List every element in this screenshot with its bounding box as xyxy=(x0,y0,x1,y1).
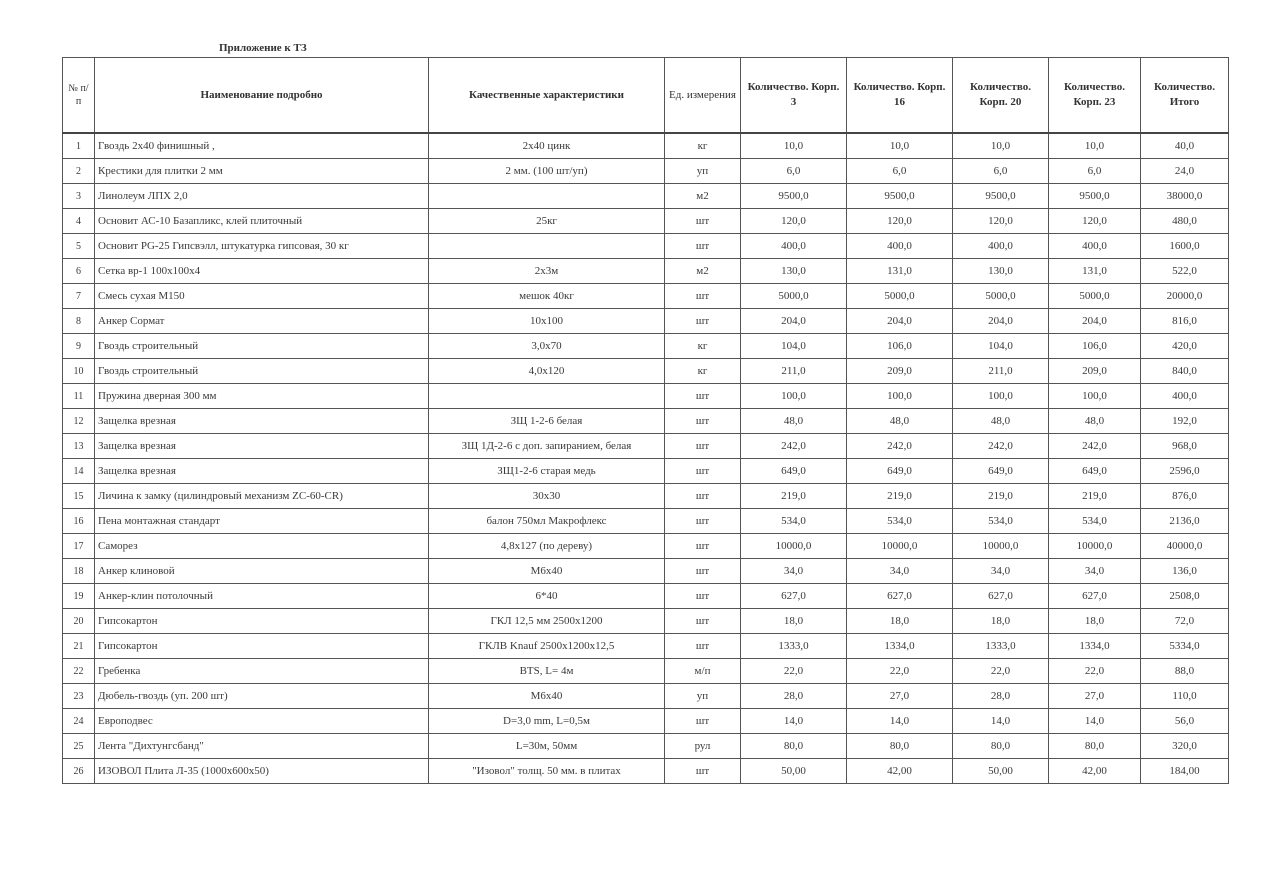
cell-number: 2 xyxy=(63,159,95,184)
cell-name: Гвоздь 2х40 финишный , xyxy=(95,133,429,159)
cell-qty-total: 5334,0 xyxy=(1141,634,1229,659)
cell-qty-corp-16: 204,0 xyxy=(847,309,953,334)
cell-qty-total: 184,00 xyxy=(1141,759,1229,784)
cell-qty-corp-3: 649,0 xyxy=(741,459,847,484)
cell-unit: м2 xyxy=(665,184,741,209)
cell-qty-corp-20: 18,0 xyxy=(953,609,1049,634)
cell-characteristics: 4,8х127 (по дереву) xyxy=(429,534,665,559)
cell-qty-corp-23: 131,0 xyxy=(1049,259,1141,284)
cell-qty-corp-3: 28,0 xyxy=(741,684,847,709)
cell-name: Крестики для плитки 2 мм xyxy=(95,159,429,184)
table-row xyxy=(63,734,1229,759)
cell-qty-total: 136,0 xyxy=(1141,559,1229,584)
cell-qty-corp-16: 100,0 xyxy=(847,384,953,409)
cell-qty-corp-16: 5000,0 xyxy=(847,284,953,309)
cell-characteristics: ГКЛВ Knauf 2500х1200х12,5 xyxy=(429,634,665,659)
cell-qty-corp-23: 9500,0 xyxy=(1049,184,1141,209)
cell-unit: шт xyxy=(665,709,741,734)
cell-qty-corp-3: 18,0 xyxy=(741,609,847,634)
cell-number: 1 xyxy=(63,133,95,159)
cell-qty-corp-20: 104,0 xyxy=(953,334,1049,359)
cell-qty-corp-3: 219,0 xyxy=(741,484,847,509)
cell-qty-corp-20: 100,0 xyxy=(953,384,1049,409)
cell-qty-corp-3: 50,00 xyxy=(741,759,847,784)
cell-unit: шт xyxy=(665,534,741,559)
cell-characteristics: 4,0х120 xyxy=(429,359,665,384)
cell-number: 26 xyxy=(63,759,95,784)
cell-qty-corp-23: 48,0 xyxy=(1049,409,1141,434)
cell-number: 22 xyxy=(63,659,95,684)
cell-number: 24 xyxy=(63,709,95,734)
cell-qty-corp-16: 42,00 xyxy=(847,759,953,784)
cell-qty-corp-3: 6,0 xyxy=(741,159,847,184)
cell-name: Защелка врезная xyxy=(95,459,429,484)
cell-qty-corp-23: 120,0 xyxy=(1049,209,1141,234)
cell-qty-total: 2596,0 xyxy=(1141,459,1229,484)
cell-qty-corp-23: 204,0 xyxy=(1049,309,1141,334)
cell-number: 12 xyxy=(63,409,95,434)
cell-qty-corp-3: 534,0 xyxy=(741,509,847,534)
header-unit: Ед. измерения xyxy=(665,58,741,134)
cell-characteristics: 2х40 цинк xyxy=(429,133,665,159)
cell-qty-corp-20: 242,0 xyxy=(953,434,1049,459)
cell-qty-corp-20: 204,0 xyxy=(953,309,1049,334)
cell-qty-corp-20: 34,0 xyxy=(953,559,1049,584)
cell-qty-corp-20: 9500,0 xyxy=(953,184,1049,209)
cell-unit: рул xyxy=(665,734,741,759)
cell-qty-corp-16: 34,0 xyxy=(847,559,953,584)
cell-qty-total: 40000,0 xyxy=(1141,534,1229,559)
cell-qty-corp-16: 1334,0 xyxy=(847,634,953,659)
cell-characteristics: 2 мм. (100 шт/уп) xyxy=(429,159,665,184)
cell-characteristics: ЗЩ1-2-6 старая медь xyxy=(429,459,665,484)
cell-qty-corp-16: 242,0 xyxy=(847,434,953,459)
cell-qty-corp-3: 1333,0 xyxy=(741,634,847,659)
cell-name: Основит АС-10 Базапликс, клей плиточный xyxy=(95,209,429,234)
cell-number: 8 xyxy=(63,309,95,334)
header-qty-corp-23: Количество. Корп. 23 xyxy=(1049,58,1141,134)
table-row xyxy=(63,709,1229,734)
table-row xyxy=(63,309,1229,334)
cell-unit: шт xyxy=(665,634,741,659)
cell-qty-corp-23: 106,0 xyxy=(1049,334,1141,359)
cell-qty-corp-23: 42,00 xyxy=(1049,759,1141,784)
cell-name: Европодвес xyxy=(95,709,429,734)
table-row xyxy=(63,659,1229,684)
cell-characteristics: балон 750мл Макрофлекс xyxy=(429,509,665,534)
cell-qty-corp-3: 5000,0 xyxy=(741,284,847,309)
table-row xyxy=(63,359,1229,384)
cell-qty-corp-20: 211,0 xyxy=(953,359,1049,384)
cell-qty-corp-20: 649,0 xyxy=(953,459,1049,484)
cell-unit: шт xyxy=(665,459,741,484)
cell-unit: шт xyxy=(665,409,741,434)
cell-qty-total: 38000,0 xyxy=(1141,184,1229,209)
cell-qty-corp-3: 34,0 xyxy=(741,559,847,584)
cell-number: 15 xyxy=(63,484,95,509)
cell-qty-total: 40,0 xyxy=(1141,133,1229,159)
cell-name: Защелка врезная xyxy=(95,434,429,459)
table-row xyxy=(63,609,1229,634)
cell-qty-corp-23: 219,0 xyxy=(1049,484,1141,509)
cell-qty-corp-20: 130,0 xyxy=(953,259,1049,284)
cell-number: 9 xyxy=(63,334,95,359)
table-row xyxy=(63,484,1229,509)
cell-qty-corp-16: 649,0 xyxy=(847,459,953,484)
cell-qty-corp-20: 6,0 xyxy=(953,159,1049,184)
table-row xyxy=(63,509,1229,534)
cell-qty-total: 24,0 xyxy=(1141,159,1229,184)
table-row xyxy=(63,159,1229,184)
cell-qty-corp-23: 22,0 xyxy=(1049,659,1141,684)
cell-unit: шт xyxy=(665,759,741,784)
cell-unit: шт xyxy=(665,234,741,259)
cell-qty-corp-3: 48,0 xyxy=(741,409,847,434)
cell-name: Анкер-клин потолочный xyxy=(95,584,429,609)
cell-characteristics: "Изовол" толщ. 50 мм. в плитах xyxy=(429,759,665,784)
cell-qty-total: 840,0 xyxy=(1141,359,1229,384)
table-row xyxy=(63,584,1229,609)
cell-name: Пена монтажная стандарт xyxy=(95,509,429,534)
table-row xyxy=(63,184,1229,209)
header-qty-total: Количество. Итого xyxy=(1141,58,1229,134)
cell-qty-corp-23: 10000,0 xyxy=(1049,534,1141,559)
cell-qty-corp-20: 627,0 xyxy=(953,584,1049,609)
cell-number: 20 xyxy=(63,609,95,634)
cell-number: 3 xyxy=(63,184,95,209)
cell-qty-corp-16: 219,0 xyxy=(847,484,953,509)
specification-table xyxy=(62,57,1229,784)
cell-qty-total: 320,0 xyxy=(1141,734,1229,759)
table-row xyxy=(63,434,1229,459)
cell-qty-corp-20: 5000,0 xyxy=(953,284,1049,309)
cell-number: 21 xyxy=(63,634,95,659)
table-row xyxy=(63,209,1229,234)
cell-qty-corp-16: 10,0 xyxy=(847,133,953,159)
cell-name: Гребенка xyxy=(95,659,429,684)
cell-name: Гвоздь строительный xyxy=(95,359,429,384)
header-qty-corp-20: Количество. Корп. 20 xyxy=(953,58,1049,134)
cell-unit: шт xyxy=(665,509,741,534)
cell-qty-total: 2136,0 xyxy=(1141,509,1229,534)
cell-qty-corp-20: 10000,0 xyxy=(953,534,1049,559)
cell-qty-total: 968,0 xyxy=(1141,434,1229,459)
cell-characteristics: М6х40 xyxy=(429,559,665,584)
cell-characteristics: 2х3м xyxy=(429,259,665,284)
table-row xyxy=(63,459,1229,484)
table-row xyxy=(63,234,1229,259)
cell-qty-corp-23: 649,0 xyxy=(1049,459,1141,484)
table-row xyxy=(63,259,1229,284)
cell-qty-total: 192,0 xyxy=(1141,409,1229,434)
table-row xyxy=(63,133,1229,159)
cell-qty-corp-3: 242,0 xyxy=(741,434,847,459)
cell-qty-corp-16: 120,0 xyxy=(847,209,953,234)
cell-number: 14 xyxy=(63,459,95,484)
cell-unit: шт xyxy=(665,484,741,509)
table-row xyxy=(63,634,1229,659)
cell-qty-corp-16: 9500,0 xyxy=(847,184,953,209)
cell-qty-corp-16: 131,0 xyxy=(847,259,953,284)
cell-characteristics: 10х100 xyxy=(429,309,665,334)
table-row xyxy=(63,384,1229,409)
cell-unit: м2 xyxy=(665,259,741,284)
cell-number: 19 xyxy=(63,584,95,609)
cell-name: Анкер Сормат xyxy=(95,309,429,334)
cell-name: Гипсокартон xyxy=(95,609,429,634)
cell-number: 4 xyxy=(63,209,95,234)
cell-qty-corp-16: 106,0 xyxy=(847,334,953,359)
table-row xyxy=(63,559,1229,584)
cell-qty-corp-16: 627,0 xyxy=(847,584,953,609)
table-row xyxy=(63,284,1229,309)
cell-qty-corp-20: 22,0 xyxy=(953,659,1049,684)
cell-qty-total: 2508,0 xyxy=(1141,584,1229,609)
cell-qty-corp-3: 9500,0 xyxy=(741,184,847,209)
cell-number: 23 xyxy=(63,684,95,709)
cell-qty-corp-16: 48,0 xyxy=(847,409,953,434)
cell-qty-total: 400,0 xyxy=(1141,384,1229,409)
cell-qty-corp-20: 48,0 xyxy=(953,409,1049,434)
cell-qty-corp-3: 211,0 xyxy=(741,359,847,384)
cell-qty-corp-3: 400,0 xyxy=(741,234,847,259)
cell-qty-corp-16: 400,0 xyxy=(847,234,953,259)
cell-number: 11 xyxy=(63,384,95,409)
cell-qty-corp-3: 204,0 xyxy=(741,309,847,334)
cell-name: Гвоздь строительный xyxy=(95,334,429,359)
cell-qty-corp-16: 18,0 xyxy=(847,609,953,634)
cell-unit: шт xyxy=(665,584,741,609)
cell-unit: уп xyxy=(665,159,741,184)
cell-characteristics: 3,0х70 xyxy=(429,334,665,359)
cell-name: Личина к замку (цилиндровый механизм ZC-60-CR) xyxy=(95,484,429,509)
cell-characteristics: ГКЛ 12,5 мм 2500х1200 xyxy=(429,609,665,634)
cell-qty-corp-16: 22,0 xyxy=(847,659,953,684)
cell-characteristics xyxy=(429,184,665,209)
table-header-row xyxy=(63,58,1229,134)
cell-qty-corp-23: 10,0 xyxy=(1049,133,1141,159)
cell-characteristics: ЗЩ 1-2-6 белая xyxy=(429,409,665,434)
cell-name: ИЗОВОЛ Плита Л-35 (1000х600х50) xyxy=(95,759,429,784)
cell-qty-corp-16: 80,0 xyxy=(847,734,953,759)
cell-qty-total: 72,0 xyxy=(1141,609,1229,634)
cell-characteristics xyxy=(429,384,665,409)
document-caption: Приложение к ТЗ xyxy=(219,42,307,54)
cell-qty-total: 88,0 xyxy=(1141,659,1229,684)
cell-qty-corp-20: 10,0 xyxy=(953,133,1049,159)
cell-qty-total: 522,0 xyxy=(1141,259,1229,284)
cell-number: 18 xyxy=(63,559,95,584)
cell-qty-corp-3: 104,0 xyxy=(741,334,847,359)
cell-name: Лента "Дихтунгсбанд" xyxy=(95,734,429,759)
cell-unit: шт xyxy=(665,209,741,234)
cell-qty-corp-20: 534,0 xyxy=(953,509,1049,534)
cell-unit: шт xyxy=(665,284,741,309)
cell-unit: шт xyxy=(665,309,741,334)
cell-unit: м/п xyxy=(665,659,741,684)
cell-name: Смесь сухая М150 xyxy=(95,284,429,309)
cell-characteristics: 25кг xyxy=(429,209,665,234)
cell-name: Анкер клиновой xyxy=(95,559,429,584)
cell-qty-corp-20: 219,0 xyxy=(953,484,1049,509)
cell-qty-corp-23: 100,0 xyxy=(1049,384,1141,409)
table-row xyxy=(63,334,1229,359)
cell-qty-corp-23: 5000,0 xyxy=(1049,284,1141,309)
cell-qty-corp-23: 627,0 xyxy=(1049,584,1141,609)
cell-unit: кг xyxy=(665,334,741,359)
cell-number: 25 xyxy=(63,734,95,759)
cell-characteristics: ЗЩ 1Д-2-6 с доп. запиранием, белая xyxy=(429,434,665,459)
cell-qty-corp-23: 80,0 xyxy=(1049,734,1141,759)
cell-name: Защелка врезная xyxy=(95,409,429,434)
cell-qty-corp-20: 28,0 xyxy=(953,684,1049,709)
cell-qty-corp-3: 627,0 xyxy=(741,584,847,609)
cell-qty-corp-23: 34,0 xyxy=(1049,559,1141,584)
cell-unit: шт xyxy=(665,609,741,634)
cell-number: 6 xyxy=(63,259,95,284)
cell-qty-total: 816,0 xyxy=(1141,309,1229,334)
cell-qty-corp-16: 10000,0 xyxy=(847,534,953,559)
cell-qty-total: 110,0 xyxy=(1141,684,1229,709)
cell-qty-corp-20: 120,0 xyxy=(953,209,1049,234)
cell-characteristics: 30х30 xyxy=(429,484,665,509)
cell-qty-corp-3: 10,0 xyxy=(741,133,847,159)
cell-characteristics: L=30м, 50мм xyxy=(429,734,665,759)
cell-name: Дюбель-гвоздь (уп. 200 шт) xyxy=(95,684,429,709)
cell-qty-corp-3: 120,0 xyxy=(741,209,847,234)
cell-number: 5 xyxy=(63,234,95,259)
header-characteristics: Качественные характеристики xyxy=(429,58,665,134)
cell-number: 16 xyxy=(63,509,95,534)
cell-qty-corp-16: 6,0 xyxy=(847,159,953,184)
table-row xyxy=(63,534,1229,559)
cell-name: Сетка вр-1 100х100х4 xyxy=(95,259,429,284)
cell-number: 13 xyxy=(63,434,95,459)
cell-number: 10 xyxy=(63,359,95,384)
cell-qty-corp-3: 14,0 xyxy=(741,709,847,734)
cell-qty-corp-3: 10000,0 xyxy=(741,534,847,559)
cell-name: Саморез xyxy=(95,534,429,559)
cell-unit: кг xyxy=(665,359,741,384)
cell-qty-corp-3: 100,0 xyxy=(741,384,847,409)
cell-qty-corp-23: 6,0 xyxy=(1049,159,1141,184)
cell-unit: шт xyxy=(665,434,741,459)
cell-qty-corp-23: 27,0 xyxy=(1049,684,1141,709)
cell-qty-corp-20: 50,00 xyxy=(953,759,1049,784)
cell-qty-corp-20: 1333,0 xyxy=(953,634,1049,659)
cell-qty-corp-20: 14,0 xyxy=(953,709,1049,734)
cell-qty-corp-16: 209,0 xyxy=(847,359,953,384)
cell-qty-total: 56,0 xyxy=(1141,709,1229,734)
cell-characteristics xyxy=(429,234,665,259)
header-qty-corp-3: Количество. Корп. 3 xyxy=(741,58,847,134)
cell-name: Основит PG-25 Гипсвэлл, штукатурка гипсовая, 30 кг xyxy=(95,234,429,259)
cell-name: Гипсокартон xyxy=(95,634,429,659)
header-qty-corp-16: Количество. Корп. 16 xyxy=(847,58,953,134)
table-row xyxy=(63,684,1229,709)
cell-number: 17 xyxy=(63,534,95,559)
header-number: № п/п xyxy=(63,58,95,134)
cell-number: 7 xyxy=(63,284,95,309)
cell-qty-corp-3: 80,0 xyxy=(741,734,847,759)
cell-unit: шт xyxy=(665,559,741,584)
cell-qty-corp-23: 18,0 xyxy=(1049,609,1141,634)
cell-qty-corp-16: 534,0 xyxy=(847,509,953,534)
cell-qty-corp-23: 1334,0 xyxy=(1049,634,1141,659)
cell-qty-total: 20000,0 xyxy=(1141,284,1229,309)
cell-unit: уп xyxy=(665,684,741,709)
cell-qty-corp-20: 80,0 xyxy=(953,734,1049,759)
cell-qty-corp-3: 22,0 xyxy=(741,659,847,684)
cell-qty-total: 1600,0 xyxy=(1141,234,1229,259)
cell-name: Линолеум ЛПХ 2,0 xyxy=(95,184,429,209)
cell-characteristics: М6х40 xyxy=(429,684,665,709)
cell-qty-total: 876,0 xyxy=(1141,484,1229,509)
cell-qty-corp-23: 14,0 xyxy=(1049,709,1141,734)
cell-qty-corp-16: 14,0 xyxy=(847,709,953,734)
cell-characteristics: D=3,0 mm, L=0,5м xyxy=(429,709,665,734)
cell-qty-corp-3: 130,0 xyxy=(741,259,847,284)
cell-characteristics: BTS, L= 4м xyxy=(429,659,665,684)
table-row xyxy=(63,409,1229,434)
table-row xyxy=(63,759,1229,784)
cell-qty-total: 480,0 xyxy=(1141,209,1229,234)
cell-name: Пружина дверная 300 мм xyxy=(95,384,429,409)
cell-characteristics: мешок 40кг xyxy=(429,284,665,309)
cell-qty-corp-16: 27,0 xyxy=(847,684,953,709)
cell-qty-corp-23: 242,0 xyxy=(1049,434,1141,459)
header-name: Наименование подробно xyxy=(95,58,429,134)
cell-qty-corp-23: 400,0 xyxy=(1049,234,1141,259)
cell-unit: кг xyxy=(665,133,741,159)
cell-unit: шт xyxy=(665,384,741,409)
cell-characteristics: 6*40 xyxy=(429,584,665,609)
cell-qty-corp-20: 400,0 xyxy=(953,234,1049,259)
cell-qty-total: 420,0 xyxy=(1141,334,1229,359)
cell-qty-corp-23: 534,0 xyxy=(1049,509,1141,534)
cell-qty-corp-23: 209,0 xyxy=(1049,359,1141,384)
